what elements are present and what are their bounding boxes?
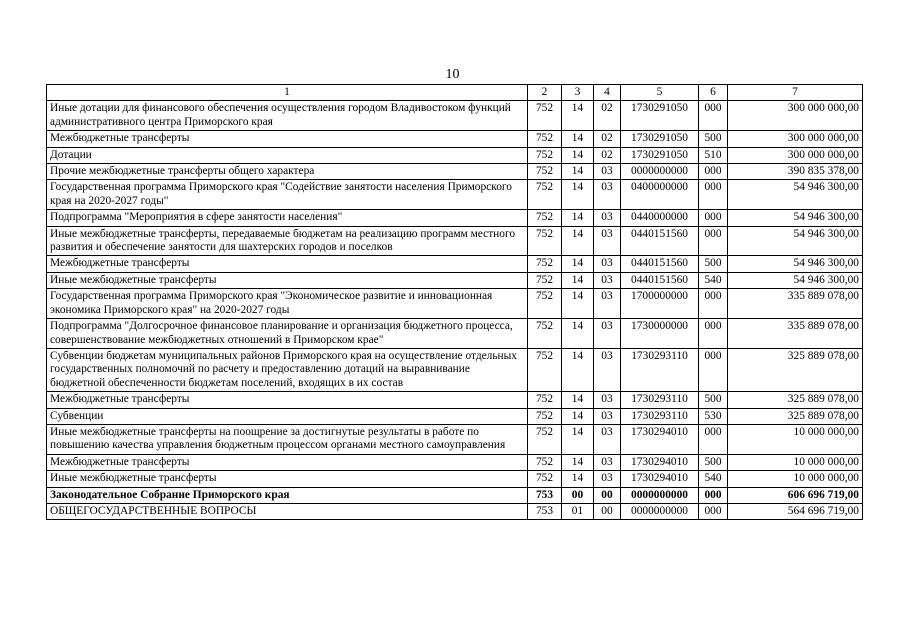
table-row xyxy=(47,319,863,349)
row-ministry-code: 752 xyxy=(528,471,562,487)
budget-table xyxy=(46,84,863,520)
table-row xyxy=(47,164,863,180)
row-expense-type-code: 510 xyxy=(699,147,728,163)
table-row xyxy=(47,180,863,210)
row-expense-type-code: 000 xyxy=(699,226,728,256)
row-section-code: 14 xyxy=(562,408,594,424)
table-row xyxy=(47,471,863,487)
table-row xyxy=(47,392,863,408)
row-amount: 300 000 000,00 xyxy=(728,101,863,131)
row-target-code: 0440151560 xyxy=(621,272,699,288)
row-amount: 335 889 078,00 xyxy=(728,319,863,349)
row-section-code: 14 xyxy=(562,147,594,163)
row-target-code: 0000000000 xyxy=(621,503,699,519)
row-amount: 10 000 000,00 xyxy=(728,424,863,454)
row-amount: 325 889 078,00 xyxy=(728,392,863,408)
row-target-code: 1730294010 xyxy=(621,454,699,470)
row-name: Межбюджетные трансферты xyxy=(47,392,528,408)
row-section-code: 14 xyxy=(562,454,594,470)
row-name: ОБЩЕГОСУДАРСТВЕННЫЕ ВОПРОСЫ xyxy=(47,503,528,519)
row-name: Иные межбюджетные трансферты на поощрение за достигнутые результаты в работе по повышению качества управления бюджетным процессом органами местного самоуправления xyxy=(47,424,528,454)
row-section-code: 14 xyxy=(562,471,594,487)
table-row xyxy=(47,210,863,226)
row-ministry-code: 752 xyxy=(528,348,562,391)
row-ministry-code: 752 xyxy=(528,131,562,147)
row-name: Иные дотации для финансового обеспечения осуществления городом Владивостоком функций административного центра Приморского края xyxy=(47,101,528,131)
row-amount: 335 889 078,00 xyxy=(728,289,863,319)
row-subsection-code: 03 xyxy=(594,289,621,319)
row-subsection-code: 03 xyxy=(594,319,621,349)
row-amount: 10 000 000,00 xyxy=(728,454,863,470)
row-subsection-code: 03 xyxy=(594,180,621,210)
row-expense-type-code: 000 xyxy=(699,319,728,349)
row-subsection-code: 03 xyxy=(594,226,621,256)
row-amount: 300 000 000,00 xyxy=(728,147,863,163)
row-target-code: 1730293110 xyxy=(621,408,699,424)
row-name: Субвенции бюджетам муниципальных районов Приморского края на осуществление отдельных государственных полномочий по расчету и предоставлению дотаций на выравнивание бюджетной обеспеченности бюджетам поселений, входящих в их состав xyxy=(47,348,528,391)
row-subsection-code: 03 xyxy=(594,424,621,454)
row-ministry-code: 753 xyxy=(528,487,562,503)
row-expense-type-code: 000 xyxy=(699,289,728,319)
row-section-code: 14 xyxy=(562,256,594,272)
row-target-code: 1730000000 xyxy=(621,319,699,349)
row-subsection-code: 03 xyxy=(594,348,621,391)
row-target-code: 0440151560 xyxy=(621,256,699,272)
row-section-code: 14 xyxy=(562,289,594,319)
row-expense-type-code: 000 xyxy=(699,180,728,210)
row-subsection-code: 02 xyxy=(594,101,621,131)
row-subsection-code: 03 xyxy=(594,471,621,487)
row-expense-type-code: 500 xyxy=(699,131,728,147)
row-amount: 54 946 300,00 xyxy=(728,180,863,210)
row-amount: 325 889 078,00 xyxy=(728,408,863,424)
header-col-7: 7 xyxy=(728,85,863,101)
row-amount: 564 696 719,00 xyxy=(728,503,863,519)
row-name: Субвенции xyxy=(47,408,528,424)
row-section-code: 14 xyxy=(562,319,594,349)
row-section-code: 01 xyxy=(562,503,594,519)
row-expense-type-code: 530 xyxy=(699,408,728,424)
row-expense-type-code: 500 xyxy=(699,392,728,408)
row-amount: 54 946 300,00 xyxy=(728,226,863,256)
header-col-5: 5 xyxy=(621,85,699,101)
row-name: Государственная программа Приморского края "Экономическое развитие и инновационная экономика Приморского края" на 2020-2027 годы xyxy=(47,289,528,319)
row-name: Государственная программа Приморского края "Содействие занятости населения Приморского края на 2020-2027 годы" xyxy=(47,180,528,210)
row-section-code: 14 xyxy=(562,180,594,210)
row-section-code: 14 xyxy=(562,392,594,408)
row-subsection-code: 03 xyxy=(594,210,621,226)
row-ministry-code: 752 xyxy=(528,408,562,424)
row-ministry-code: 752 xyxy=(528,289,562,319)
table-row xyxy=(47,289,863,319)
table-row xyxy=(47,348,863,391)
header-col-1: 1 xyxy=(47,85,528,101)
row-subsection-code: 02 xyxy=(594,131,621,147)
row-amount: 300 000 000,00 xyxy=(728,131,863,147)
row-section-code: 14 xyxy=(562,348,594,391)
row-ministry-code: 752 xyxy=(528,180,562,210)
row-subsection-code: 03 xyxy=(594,256,621,272)
row-expense-type-code: 000 xyxy=(699,348,728,391)
row-expense-type-code: 500 xyxy=(699,256,728,272)
header-col-4: 4 xyxy=(594,85,621,101)
row-section-code: 14 xyxy=(562,101,594,131)
table-row xyxy=(47,131,863,147)
row-name: Законодательное Собрание Приморского края xyxy=(47,487,528,503)
row-name: Дотации xyxy=(47,147,528,163)
row-ministry-code: 752 xyxy=(528,226,562,256)
row-amount: 54 946 300,00 xyxy=(728,210,863,226)
row-expense-type-code: 540 xyxy=(699,272,728,288)
row-expense-type-code: 000 xyxy=(699,101,728,131)
row-section-code: 14 xyxy=(562,226,594,256)
row-name: Иные межбюджетные трансферты, передаваемые бюджетам на реализацию программ местного развития и обеспечение занятости для шахтерских городов и поселков xyxy=(47,226,528,256)
row-expense-type-code: 000 xyxy=(699,424,728,454)
row-name: Подпрограмма "Долгосрочное финансовое планирование и организация бюджетного процесса, совершенствование межбюджетных отношений в Приморском крае" xyxy=(47,319,528,349)
row-subsection-code: 03 xyxy=(594,408,621,424)
row-subsection-code: 03 xyxy=(594,272,621,288)
row-name: Подпрограмма "Мероприятия в сфере занятости населения" xyxy=(47,210,528,226)
row-section-code: 14 xyxy=(562,210,594,226)
row-expense-type-code: 000 xyxy=(699,503,728,519)
row-ministry-code: 752 xyxy=(528,164,562,180)
row-target-code: 1730294010 xyxy=(621,471,699,487)
row-target-code: 0000000000 xyxy=(621,164,699,180)
row-amount: 606 696 719,00 xyxy=(728,487,863,503)
row-amount: 54 946 300,00 xyxy=(728,256,863,272)
row-section-code: 14 xyxy=(562,164,594,180)
row-name: Прочие межбюджетные трансферты общего характера xyxy=(47,164,528,180)
row-ministry-code: 752 xyxy=(528,392,562,408)
row-target-code: 1700000000 xyxy=(621,289,699,319)
row-name: Межбюджетные трансферты xyxy=(47,454,528,470)
row-target-code: 1730291050 xyxy=(621,131,699,147)
row-target-code: 0000000000 xyxy=(621,487,699,503)
row-target-code: 1730293110 xyxy=(621,348,699,391)
table-row xyxy=(47,487,863,503)
row-ministry-code: 752 xyxy=(528,147,562,163)
row-expense-type-code: 000 xyxy=(699,487,728,503)
row-ministry-code: 752 xyxy=(528,424,562,454)
table-row xyxy=(47,408,863,424)
row-subsection-code: 02 xyxy=(594,147,621,163)
row-expense-type-code: 540 xyxy=(699,471,728,487)
row-amount: 390 835 378,00 xyxy=(728,164,863,180)
row-ministry-code: 753 xyxy=(528,503,562,519)
table-row xyxy=(47,503,863,519)
row-ministry-code: 752 xyxy=(528,319,562,349)
table-row xyxy=(47,454,863,470)
row-section-code: 00 xyxy=(562,487,594,503)
row-ministry-code: 752 xyxy=(528,454,562,470)
row-target-code: 0400000000 xyxy=(621,180,699,210)
row-ministry-code: 752 xyxy=(528,210,562,226)
row-subsection-code: 03 xyxy=(594,454,621,470)
table-row xyxy=(47,101,863,131)
row-subsection-code: 03 xyxy=(594,164,621,180)
row-ministry-code: 752 xyxy=(528,272,562,288)
table-row xyxy=(47,147,863,163)
row-subsection-code: 03 xyxy=(594,392,621,408)
header-col-6: 6 xyxy=(699,85,728,101)
row-name: Иные межбюджетные трансферты xyxy=(47,272,528,288)
row-section-code: 14 xyxy=(562,131,594,147)
row-ministry-code: 752 xyxy=(528,256,562,272)
row-expense-type-code: 000 xyxy=(699,164,728,180)
table-row xyxy=(47,226,863,256)
page-number: 10 xyxy=(445,67,460,82)
row-section-code: 14 xyxy=(562,424,594,454)
table-row xyxy=(47,424,863,454)
row-expense-type-code: 500 xyxy=(699,454,728,470)
row-name: Межбюджетные трансферты xyxy=(47,256,528,272)
row-subsection-code: 00 xyxy=(594,487,621,503)
row-subsection-code: 00 xyxy=(594,503,621,519)
row-amount: 54 946 300,00 xyxy=(728,272,863,288)
row-expense-type-code: 000 xyxy=(699,210,728,226)
table-header-row xyxy=(47,85,863,101)
row-target-code: 0440151560 xyxy=(621,226,699,256)
row-section-code: 14 xyxy=(562,272,594,288)
row-target-code: 0440000000 xyxy=(621,210,699,226)
row-target-code: 1730294010 xyxy=(621,424,699,454)
row-amount: 10 000 000,00 xyxy=(728,471,863,487)
header-col-3: 3 xyxy=(562,85,594,101)
row-name: Межбюджетные трансферты xyxy=(47,131,528,147)
row-target-code: 1730291050 xyxy=(621,101,699,131)
table-row xyxy=(47,256,863,272)
row-target-code: 1730291050 xyxy=(621,147,699,163)
table-row xyxy=(47,272,863,288)
row-ministry-code: 752 xyxy=(528,101,562,131)
row-amount: 325 889 078,00 xyxy=(728,348,863,391)
row-name: Иные межбюджетные трансферты xyxy=(47,471,528,487)
row-target-code: 1730293110 xyxy=(621,392,699,408)
header-col-2: 2 xyxy=(528,85,562,101)
